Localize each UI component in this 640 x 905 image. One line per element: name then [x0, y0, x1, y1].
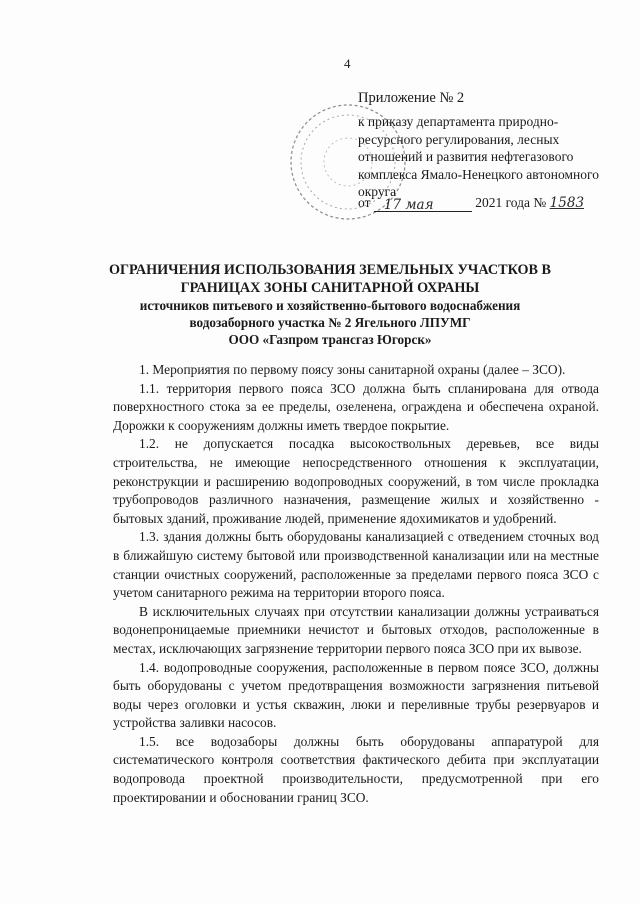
title-line-2: ГРАНИЦАХ ЗОНЫ САНИТАРНОЙ ОХРАНЫ [180, 280, 480, 296]
annex-title: Приложение № 2 [358, 90, 465, 106]
annex-date-line [358, 195, 584, 212]
title-line-4: водозаборного участка № 2 Ягельного ЛПУМГ [189, 315, 471, 330]
date-prefix: от [358, 195, 371, 210]
handwritten-order-number: 1583 [549, 195, 585, 211]
paragraph-1: 1. Мероприятия по первому поясу зоны санитарной охраны (далее – ЗСО). [139, 362, 566, 377]
title-line-1: ОГРАНИЧЕНИЯ ИСПОЛЬЗОВАНИЯ ЗЕМЕЛЬНЫХ УЧАСТКОВ В [108, 262, 552, 278]
year-text: 2021 года № [475, 195, 547, 210]
paragraph-1-5: 1.5. все водозаборы должны быть оборудованы аппаратурой для систематического контроля соответствия фактического дебита при эксплуатации водопровода проектной производительности, предусмотренной при его проектировании и обосновании границ ЗСО. [113, 733, 599, 805]
paragraph-1-3: 1.3. здания должны быть оборудованы канализацией с отведением сточных вод в ближайшую систему бытовой или производственной канализации или на местные станции очистных сооружений, расположенные за пределами первого пояса ЗСО с учетом санитарного режима на территории второго пояса. [113, 529, 599, 601]
title-line-3: источников питьевого и хозяйственно-бытового водоснабжения [139, 298, 521, 313]
paragraph-1-4: 1.4. водопроводные сооружения, расположенные в первом поясе ЗСО, должны быть оборудованы с учетом предотвращения возможности загрязнения питьевой воды через оголовки и устья скважин, люки и переливные трубы резервуаров и устройства заливки насосов. [113, 659, 599, 731]
paragraph-exception: В исключительных случаях при отсутствии канализации должны устраиваться водонепроницаемые приемники нечистот и бытовых отходов, расположенные в местах, исключающих загрязнение территории первого пояса ЗСО при их вывозе. [113, 603, 599, 656]
handwritten-date: 17 мая [383, 197, 434, 213]
page-number: 4 [344, 56, 351, 71]
paragraph-1-1: 1.1. территория первого пояса ЗСО должна быть спланирована для отвода поверхностного стока за ее пределы, озеленена, ограждена и обеспечена охраной. Дорожки к сооружениям должны иметь твердое покрытие. [113, 380, 599, 433]
document-body [113, 361, 599, 807]
title-line-5: ООО «Газпром трансгаз Югорск» [228, 332, 432, 347]
paragraph-1-2: 1.2. не допускается посадка высокоствольных деревьев, все виды строительства, не имеющие непосредственного отношения к эксплуатации, реконструкции и расширению водопроводных сооружений, в том числе прокладка трубопроводов различного назначения, размещение жилых и хозяйственно - бытовых зданий, проживание людей, применение ядохимикатов и удобрений. [113, 436, 599, 526]
annex-order-text: к приказу департамента природно-ресурсного регулирования, лесных отношений и развития нефтегазового комплекса Ямало-Ненецкого автономного округа [358, 114, 599, 199]
date-blank [374, 197, 472, 212]
